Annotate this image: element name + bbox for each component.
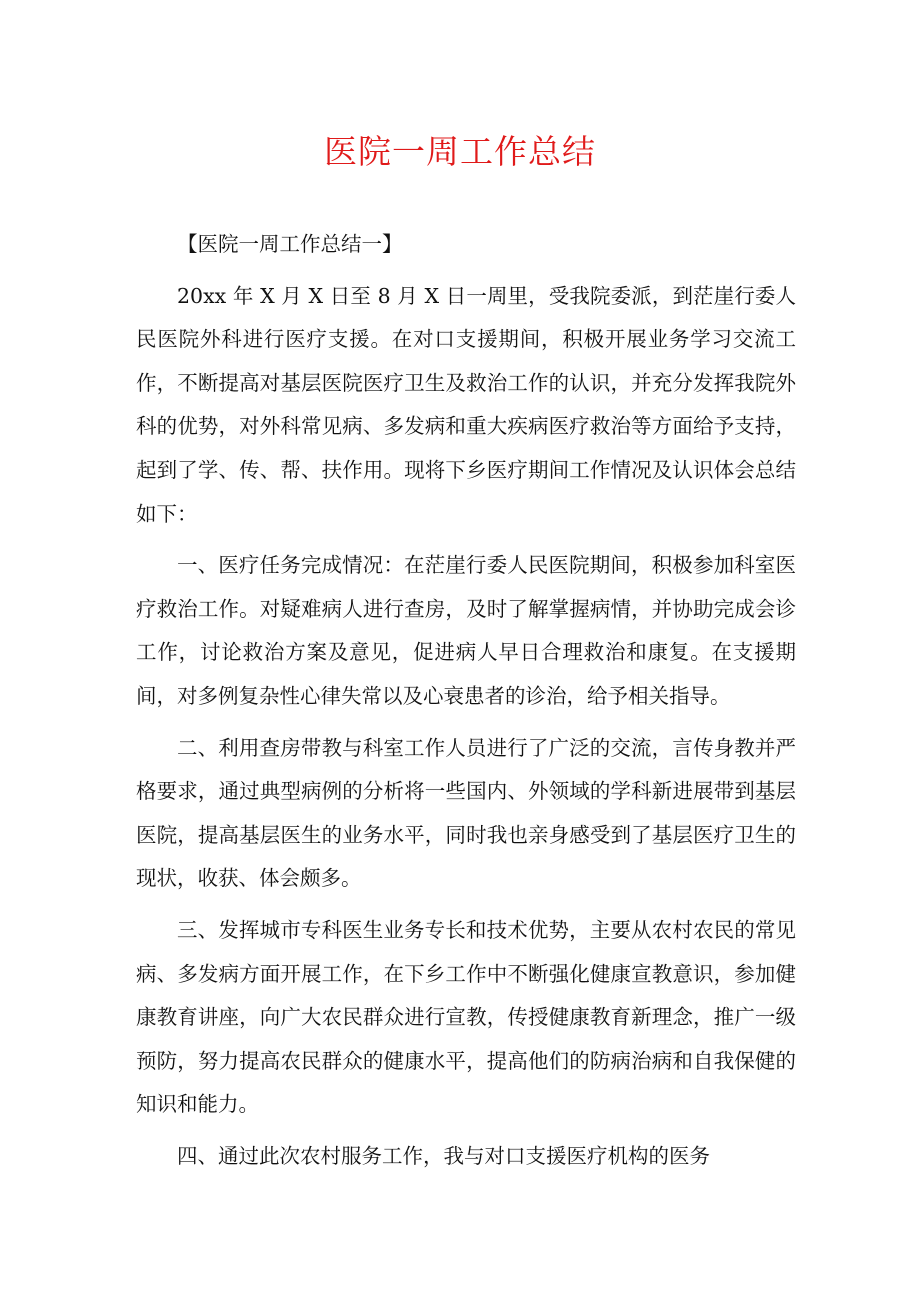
paragraph-one: 一、医疗任务完成情况：在茫崖行委人民医院期间，积极参加科室医疗救治工作。对疑难病人进行查房，及时了解掌握病情，并协助完成会诊工作，讨论救治方案及意见，促进病人早日合理救治和康复。在支援期间，对多例复杂性心律失常以及心衰患者的诊治，给予相关指导。	[136, 553, 796, 708]
document-body	[136, 223, 796, 1178]
paragraph-intro: 20xx 年 X 月 X 日至 8 月 X 日一周里，受我院委派，到茫崖行委人民医院外科进行医疗支援。在对口支援期间，积极开展业务学习交流工作，不断提高对基层医院医疗卫生及救治工作的认识，并充分发挥我院外科的优势，对外科常见病、多发病和重大疾病医疗救治等方面给予支持，起到了学、传、帮、扶作用。现将下乡医疗期间工作情况及认识体会总结如下：	[136, 283, 796, 526]
paragraph-two: 二、利用查房带教与科室工作人员进行了广泛的交流，言传身教并严格要求，通过典型病例的分析将一些国内、外领域的学科新进展带到基层医院，提高基层医生的业务水平，同时我也亲身感受到了基层医疗卫生的现状，收获、体会颇多。	[136, 735, 796, 891]
document-title: 医院一周工作总结	[324, 132, 596, 171]
section-subtitle: 【医院一周工作总结一】	[177, 232, 403, 256]
paragraph-three: 三、发挥城市专科医生业务专长和技术优势，主要从农村农民的常见病、多发病方面开展工作，在下乡工作中不断强化健康宣教意识，参加健康教育讲座，向广大农民群众进行宣教，传授健康教育新理念，推广一级预防，努力提高农民群众的健康水平，提高他们的防病治病和自我保健的知识和能力。	[136, 917, 796, 1117]
paragraph-four: 四、通过此次农村服务工作，我与对口支援医疗机构的医务	[177, 1143, 710, 1168]
